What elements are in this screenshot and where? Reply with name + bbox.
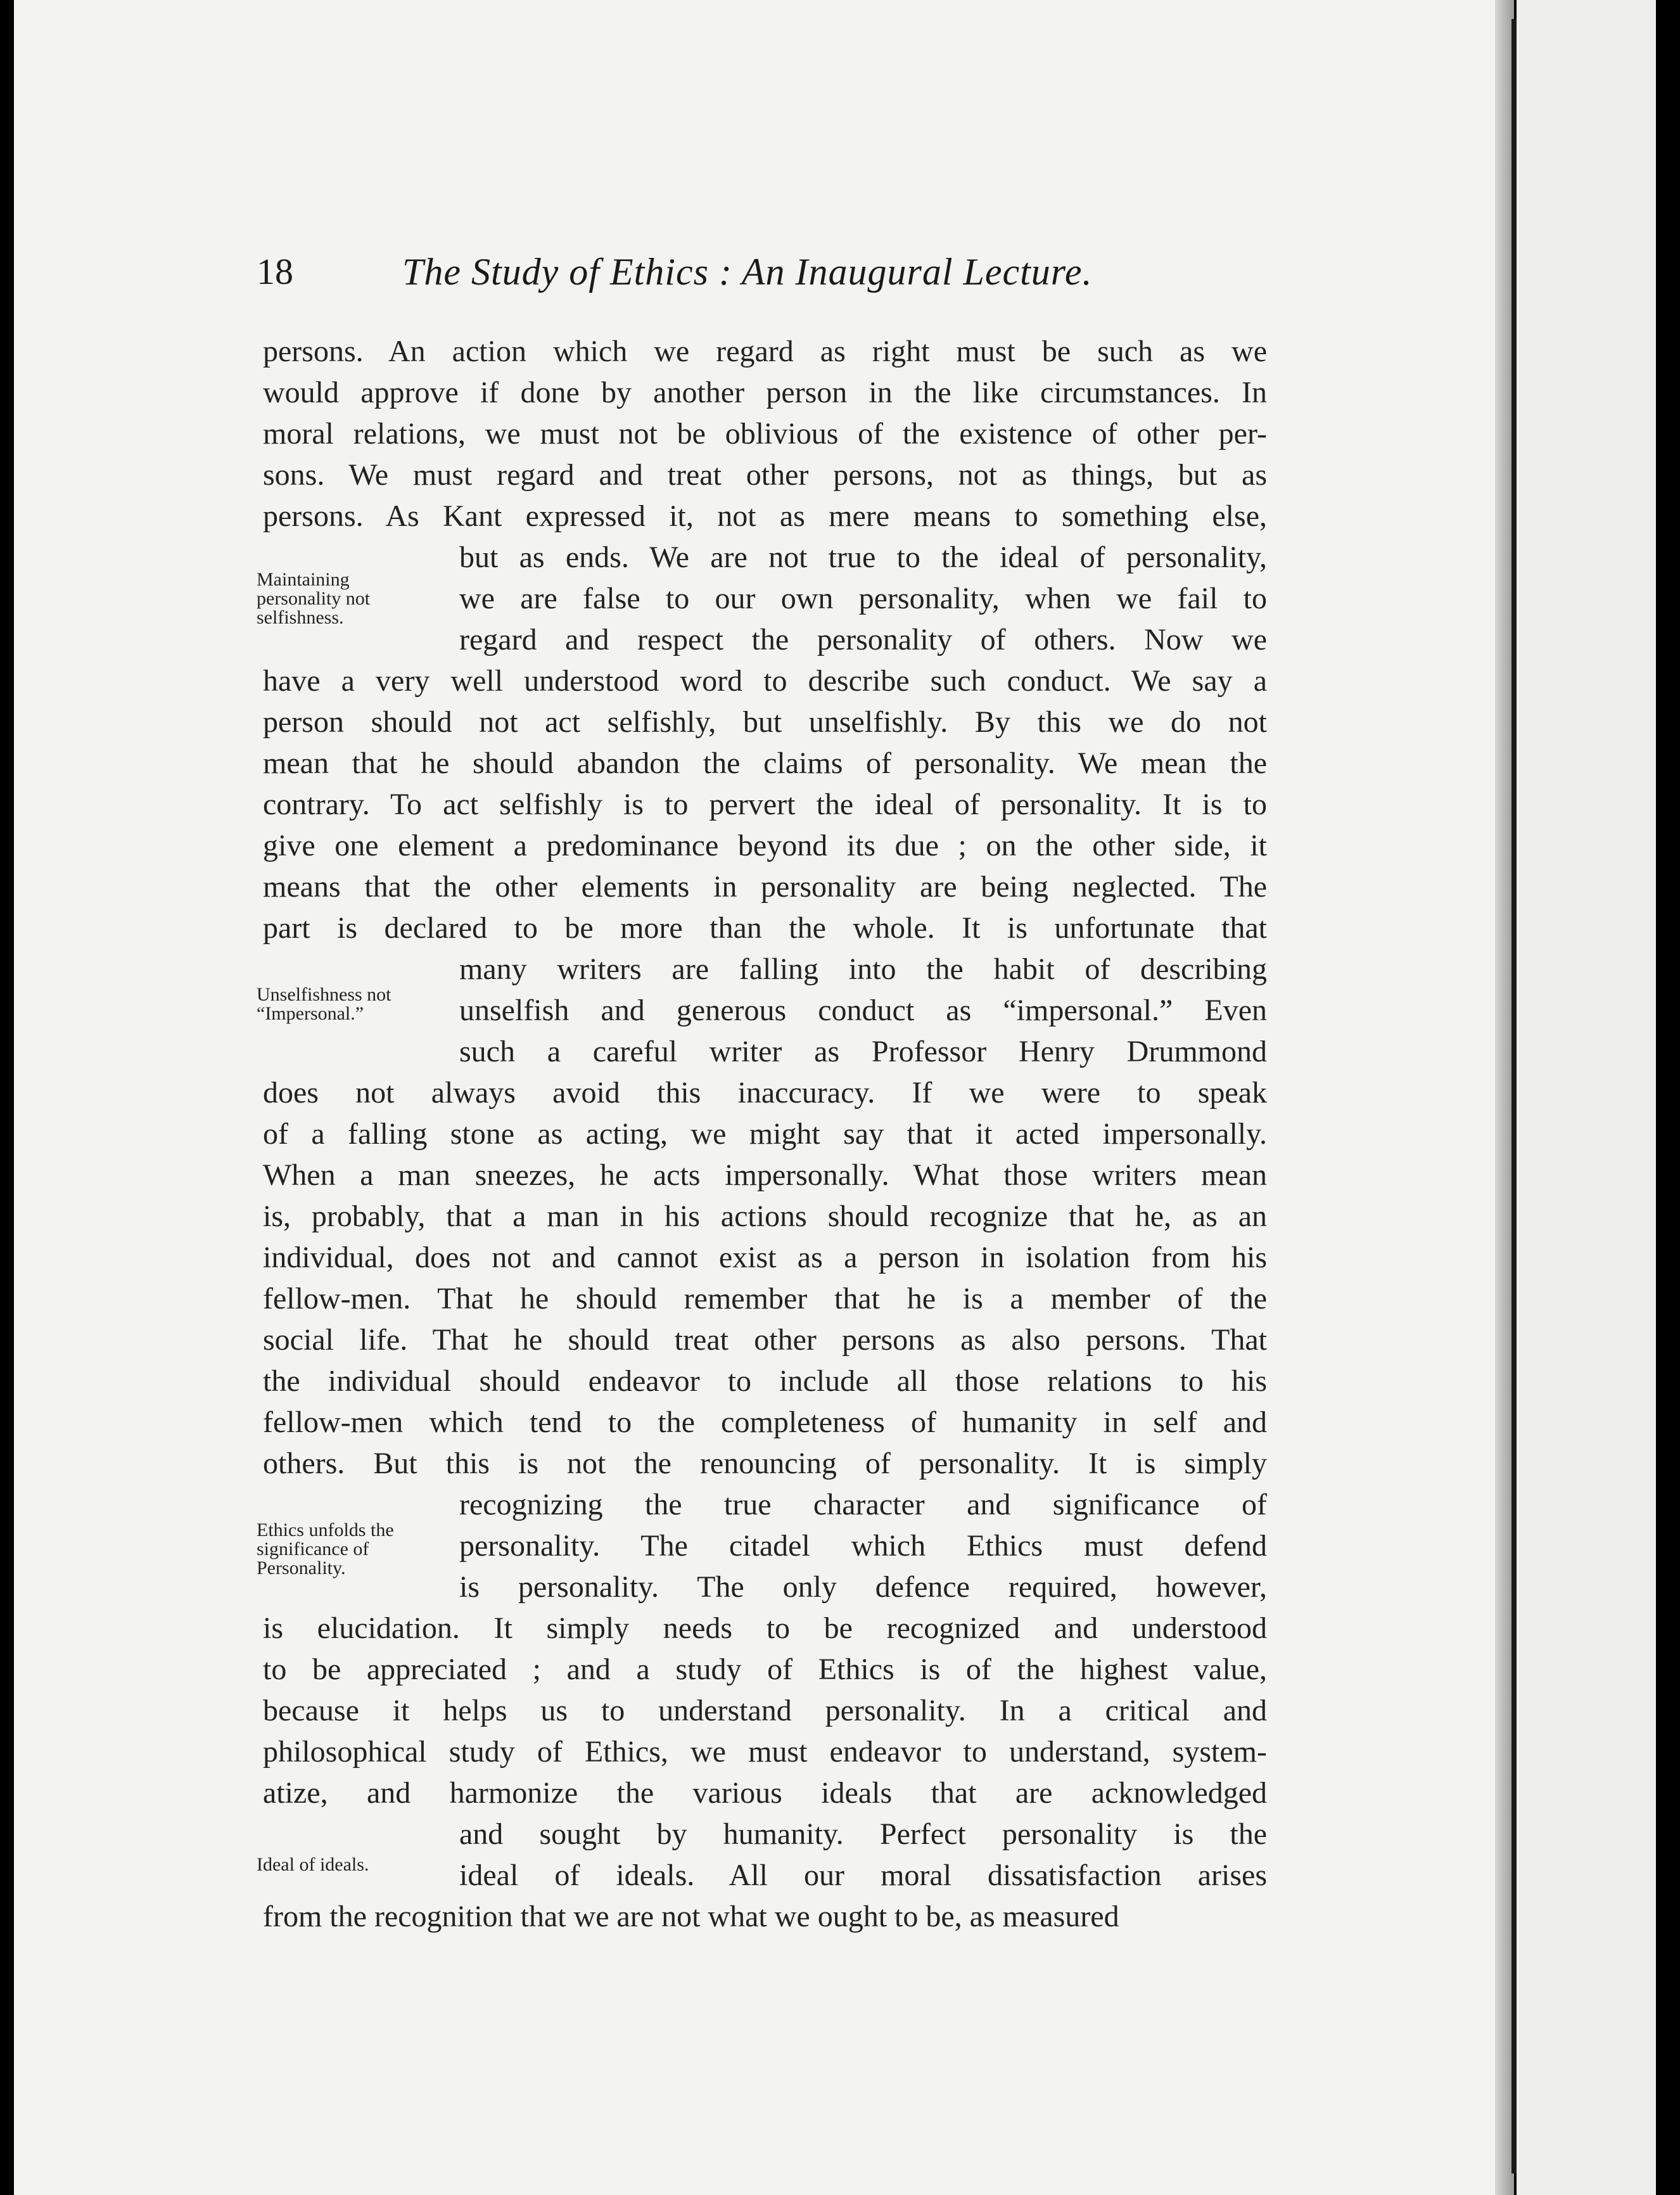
text-line: persons. An action which we regard as right must be such as we (263, 335, 1267, 368)
text-line: to be appreciated ; and a study of Ethics is of the highest value, (263, 1653, 1267, 1686)
sidenote-ethics-unfolds: Ethics unfolds the significance of Personality. (257, 1520, 394, 1578)
text-line: we are false to our own personality, when we fail to (459, 582, 1267, 615)
sidenote-ideal-of-ideals: Ideal of ideals. (257, 1854, 369, 1875)
text-line: have a very well understood word to describe such conduct. We say a (263, 664, 1267, 698)
text-line: would approve if done by another person in the like circumstances. In (263, 376, 1267, 409)
text-line: many writers are falling into the habit of describing (459, 952, 1267, 986)
text-line: the individual should endeavor to include all those relations to his (263, 1364, 1267, 1398)
sidenote-maintaining-personality: Maintaining personality not selfishness. (257, 569, 371, 628)
text-line: individual, does not and cannot exist as a person in isolation from his (263, 1241, 1267, 1274)
text-line: atize, and harmonize the various ideals that are acknowledged (263, 1776, 1267, 1810)
scan-border (1656, 0, 1680, 2195)
text-line: personality. The citadel which Ethics must defend (459, 1529, 1267, 1563)
text-line: because it helps us to understand personality. In a critical and (263, 1694, 1267, 1727)
text-line: and sought by humanity. Perfect personality is the (459, 1817, 1267, 1851)
text-line: When a man sneezes, he acts impersonally. What those writers mean (263, 1158, 1267, 1192)
text-line: social life. That he should treat other persons as also persons. That (263, 1323, 1267, 1357)
text-line: unselfish and generous conduct as “impersonal.” Even (459, 994, 1267, 1027)
text-line: fellow-men. That he should remember that he is a member of the (263, 1282, 1267, 1315)
text-line: person should not act selfishly, but unselfishly. By this we do not (263, 705, 1267, 739)
text-line: is, probably, that a man in his actions should recognize that he, as an (263, 1200, 1267, 1233)
text-line: philosophical study of Ethics, we must endeavor to understand, system- (263, 1735, 1267, 1769)
text-line: others. But this is not the renouncing of personality. It is simply (263, 1447, 1267, 1480)
page-number: 18 (257, 251, 293, 292)
running-header (257, 250, 1270, 301)
text-line: is elucidation. It simply needs to be recognized and understood (263, 1611, 1267, 1645)
text-line: fellow-men which tend to the completeness of humanity in self and (263, 1405, 1267, 1439)
text-line: is personality. The only defence required, however, (459, 1570, 1267, 1604)
text-line: such a careful writer as Professor Henry Drummond (459, 1035, 1267, 1068)
text-line: mean that he should abandon the claims of personality. We mean the (263, 746, 1267, 780)
text-line: recognizing the true character and significance of (459, 1488, 1267, 1521)
text-line: does not always avoid this inaccuracy. If we were to speak (263, 1076, 1267, 1110)
text-line: regard and respect the personality of others. Now we (459, 623, 1267, 656)
running-title: The Study of Ethics : An Inaugural Lecture. (402, 251, 1093, 293)
binding-edge (1511, 19, 1517, 2173)
text-line: but as ends. We are not true to the ideal of personality, (459, 541, 1267, 574)
text-line: of a falling stone as acting, we might say that it acted impersonally. (263, 1117, 1267, 1151)
text-line: ideal of ideals. All our moral dissatisfaction arises (459, 1859, 1267, 1892)
text-line: persons. As Kant expressed it, not as mere means to something else, (263, 499, 1267, 533)
text-line: means that the other elements in personality are being neglected. The (263, 870, 1267, 904)
facing-page-edge (1517, 0, 1656, 2195)
text-line: moral relations, we must not be oblivious of the existence of other per- (263, 417, 1267, 451)
text-line: part is declared to be more than the whole. It is unfortunate that (263, 911, 1267, 945)
text-line: contrary. To act selfishly is to pervert the ideal of personality. It is to (263, 788, 1267, 821)
text-line: sons. We must regard and treat other persons, not as things, but as (263, 458, 1267, 492)
text-line: give one element a predominance beyond its due ; on the other side, it (263, 829, 1267, 862)
sidenote-unselfishness: Unselfishness not “Impersonal.” (257, 984, 391, 1024)
text-line: from the recognition that we are not what we ought to be, as measured (263, 1900, 1119, 1933)
